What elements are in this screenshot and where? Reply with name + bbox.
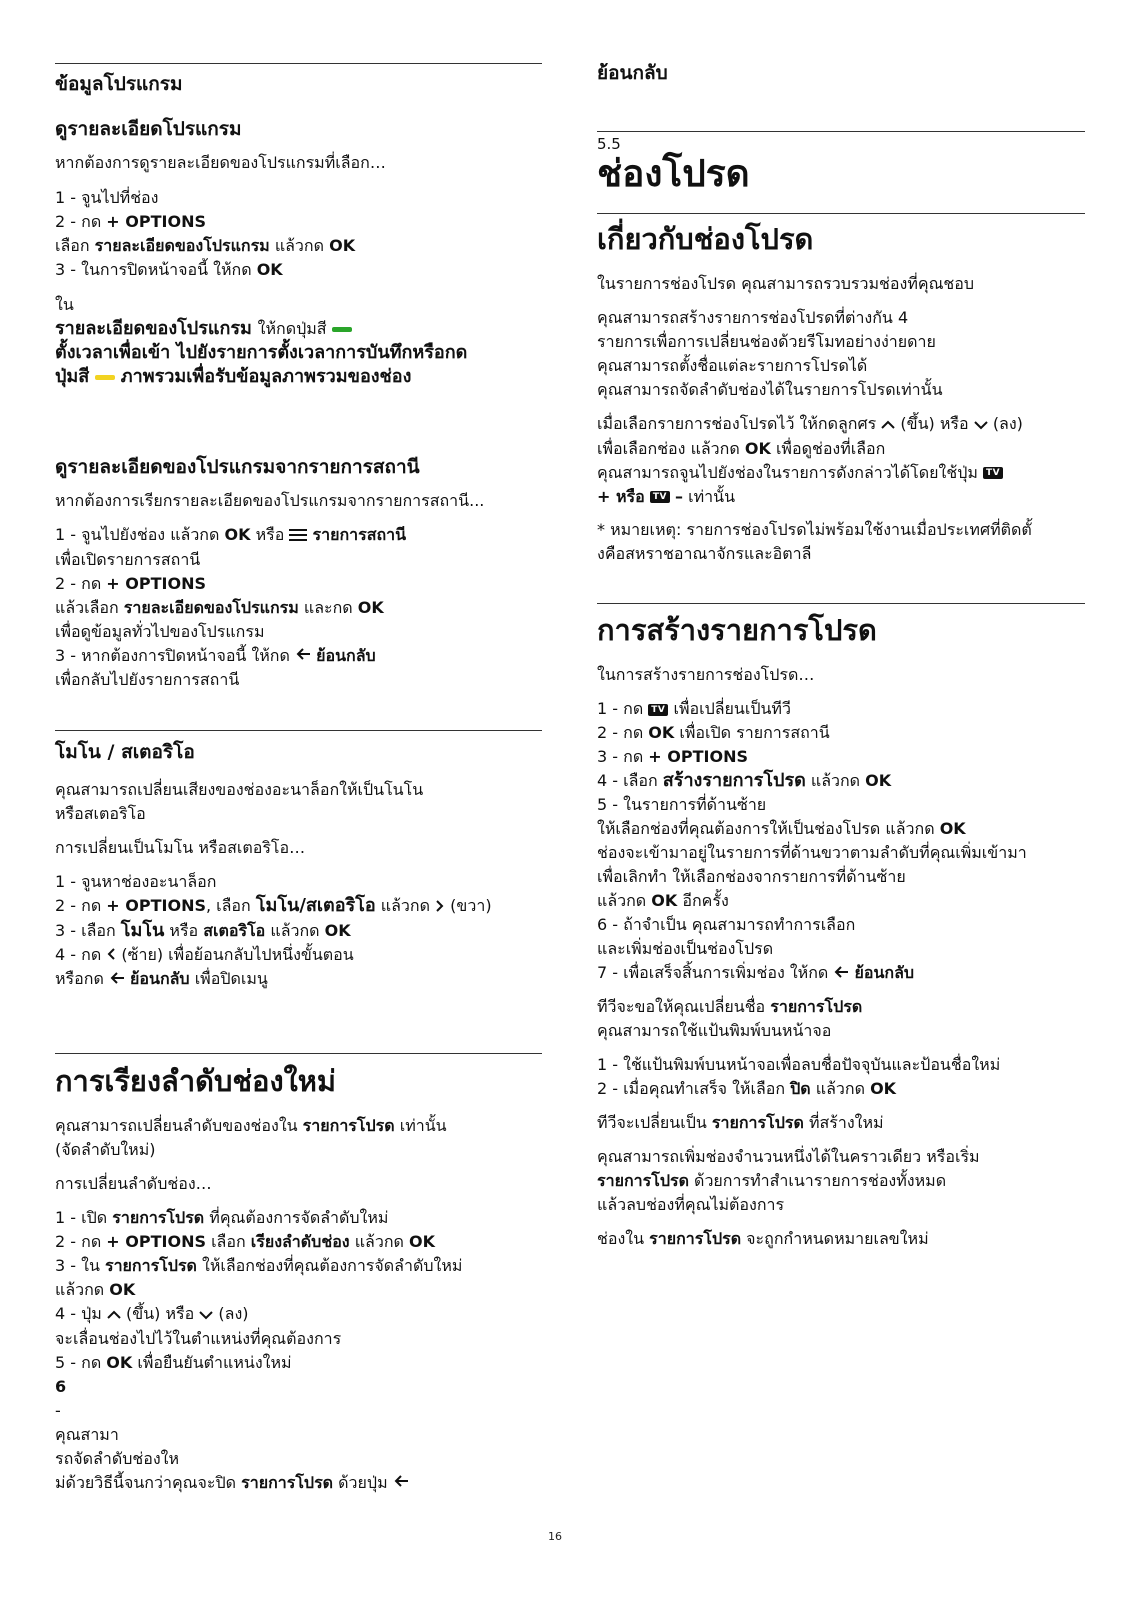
station-details-heading: ดูรายละเอียดของโปรแกรมจากรายการสถานี — [55, 456, 420, 478]
divider — [597, 131, 1085, 132]
list-icon — [289, 524, 307, 548]
back-arrow-icon — [109, 968, 125, 992]
divider — [55, 730, 542, 731]
step-text: 1 - จูนไปที่ช่อง — [55, 188, 159, 207]
about-p1: ในรายการช่องโปรด คุณสามารถรวบรวมช่องที่คุณชอบ — [597, 274, 975, 293]
divider — [55, 1053, 542, 1054]
tv-icon: TV — [648, 704, 668, 716]
program-info-heading: ข้อมูลโปรแกรม — [55, 73, 183, 95]
create-favourites-heading: การสร้างรายการโปรด — [597, 613, 877, 647]
divider — [55, 63, 542, 64]
create-steps: 1 - กด TV เพื่อเปลี่ยนเป็นทีวี 2 - กด OK เพื่อเปิด รายการสถานี 3 - กด + OPTIONS 4 - เลือก สร้างรายการโปรด แล้วกด OK 5 - ในรายการที่ด้านซ้าย ให้เลือกช่องที่คุณต้องการให้เป็นช่องโปรด แล้วกด OK ช่องจะเข้ามาอยู่ในรายการที่ด้านขวาตามลำดับที่คุณเพิ่มเข้ามา เพื่อเลิกทำ ให้เลือกช่องจากรายการที่ด้านซ้าย แล้วกด OK อีกครั้ง 6 - ถ้าจำเป็น คุณสามารถทำการเลือก และเพิ่มช่องเป็นช่องโปรด 7 - เพื่อเสร็จสิ้นการเพิ่มช่อง ให้กด ย้อนกลับ — [597, 697, 1085, 986]
reorder-steps: 1 - เปิด รายการโปรด ที่คุณต้องการจัดลำดับใหม่ 2 - กด + OPTIONS เลือก เรียงลำดับช่อง แล้วกด OK 3 - ใน รายการโปรด ให้เลือกช่องที่คุณต้องการจัดลำดับใหม่ แล้วกด OK 4 - ปุ่ม (ขึ้น) หรือ (ลง) จะเลื่อนช่องไปไว้ในตำแหน่งที่คุณต้องการ 5 - กด OK เพื่อยืนยันตำแหน่งใหม่ 6 - คุณสามา รถจัดลำดับช่องให ม่ด้วยวิธีนี้จนกว่าคุณจะปิด รายการโปรด ด้วยปุ่ม — [55, 1206, 542, 1495]
divider — [597, 603, 1085, 604]
about-p2: คุณสามารถสร้างรายการช่องโปรดที่ต่างกัน 4 รายการเพื่อการเปลี่ยนช่องด้วยรีโมทอย่างง่ายดาย คุณสามารถตั้งชื่อแต่ละรายการโปรดได้ คุณสามารถจัดลำดับช่องได้ในรายการโปรดเท่านั้น — [597, 308, 943, 399]
create-tip: คุณสามารถเพิ่มช่องจำนวนหนึ่งได้ในคราวเดียว หรือเริ่ม รายการโปรด ด้วยการทำสำเนารายการช่องทั้งหมด แล้วลบช่องที่คุณไม่ต้องการ — [597, 1147, 980, 1214]
about-favourites-heading: เกี่ยวกับช่องโปรด — [597, 222, 814, 256]
chevron-down-icon — [974, 413, 988, 437]
yellow-key-icon — [95, 375, 115, 380]
program-details-steps: 1 - จูนไปที่ช่อง 2 - กด + OPTIONS เลือก รายละเอียดของโปรแกรม แล้วกด OK 3 - ในการปิดหน้าจอนี้ ให้กด OK — [55, 186, 542, 282]
page-number: 16 — [548, 1530, 562, 1543]
chevron-right-icon — [435, 895, 445, 919]
tv-icon: TV — [983, 467, 1003, 479]
create-result: ทีวีจะเปลี่ยนเป็น รายการโปรด ที่สร้างใหม่ — [597, 1113, 884, 1132]
about-note: * หมายเหตุ: รายการช่องโปรดไม่พร้อมใช้งานเมื่อประเทศที่ติดตั้ งคือสหราชอาณาจักรและอิตาลี — [597, 520, 1032, 563]
back-arrow-icon — [393, 1471, 409, 1495]
create-intro: ในการสร้างรายการช่องโปรด… — [597, 665, 815, 684]
create-rename-steps: 1 - ใช้แป้นพิมพ์บนหน้าจอเพื่อลบชื่อปัจจุบันและป้อนชื่อใหม่ 2 - เมื่อคุณทำเสร็จ ให้เลือก ปิด แล้วกด OK — [597, 1055, 1001, 1098]
create-rename: ทีวีจะขอให้คุณเปลี่ยนชื่อ รายการโปรด คุณสามารถใช้แป้นพิมพ์บนหน้าจอ — [597, 997, 863, 1040]
chevron-left-icon — [106, 943, 116, 967]
tv-icon: TV — [650, 491, 670, 503]
station-details-steps: 1 - จูนไปยังช่อง แล้วกด OK หรือ รายการสถานี เพื่อเปิดรายการสถานี 2 - กด + OPTIONS แล้วเลือก รายละเอียดของโปรแกรม และกด OK เพื่อดูข้อมูลทั่วไปของโปรแกรม 3 - หากต้องการปิดหน้าจอนี้ ให้กด ย้อนกลับ เพื่อกลับไปยังรายการสถานี — [55, 525, 407, 689]
chevron-up-icon — [107, 1303, 121, 1327]
back-arrow-icon — [833, 962, 849, 986]
chevron-down-icon — [199, 1303, 213, 1327]
station-details-intro: หากต้องการเรียกรายละเอียดของโปรแกรมจากรายการสถานี... — [55, 491, 485, 510]
reorder-intro: คุณสามารถเปลี่ยนลำดับของช่องใน รายการโปรด เท่านั้น (จัดลำดับใหม่) — [55, 1116, 447, 1159]
chevron-up-icon — [881, 413, 895, 437]
program-details-intro: หากต้องการดูรายละเอียดของโปรแกรมที่เลือก… — [55, 153, 386, 172]
reorder-heading: การเรียงลำดับช่องใหม่ — [55, 1064, 337, 1098]
reorder-intro-2: การเปลี่ยนลำดับช่อง… — [55, 1174, 212, 1193]
back-label: ย้อนกลับ — [597, 62, 668, 84]
mono-stereo-intro-2: การเปลี่ยนเป็นโมโน หรือสเตอริโอ… — [55, 838, 306, 857]
program-details-colorkeys: ใน รายละเอียดของโปรแกรม ให้กดปุ่มสี ตั้งเวลาเพื่อเข้า ไปยังรายการตั้งเวลาการบันทึกหรือกด ปุ่มสี ภาพรวมเพื่อรับข้อมูลภาพรวมของช่อง — [55, 295, 468, 387]
back-arrow-icon — [295, 644, 311, 668]
create-renumber: ช่องใน รายการโปรด จะถูกกำหนดหมายเลขใหม่ — [597, 1229, 929, 1248]
section-title: ช่องโปรด — [597, 152, 750, 195]
section-number: 5.5 — [597, 135, 621, 153]
divider — [597, 213, 1085, 214]
mono-stereo-heading: โมโน / สเตอริโอ — [55, 741, 195, 763]
about-p3: เมื่อเลือกรายการช่องโปรดไว้ ให้กดลูกศร (ขึ้น) หรือ (ลง) เพื่อเลือกช่อง แล้วกด OK เพื่อดูช่องที่เลือก คุณสามารถจูนไปยังช่องในรายการดังกล่าวได้โดยใช้ปุ่ม TV + หรือ TV – เท่านั้น — [597, 414, 1023, 506]
mono-stereo-intro: คุณสามารถเปลี่ยนเสียงของช่องอะนาล็อกให้เป็นโนโน หรือสเตอริโอ — [55, 780, 424, 823]
program-details-heading: ดูรายละเอียดโปรแกรม — [55, 118, 242, 140]
green-key-icon — [332, 327, 352, 332]
mono-stereo-steps: 1 - จูนหาช่องอะนาล็อก 2 - กด + OPTIONS, เลือก โมโน/สเตอริโอ แล้วกด (ขวา) 3 - เลือก โมโน หรือ สเตอริโอ แล้วกด OK 4 - กด (ซ้าย) เพื่อย้อนกลับไปหนึ่งขั้นตอน หรือกด ย้อนกลับ เพื่อปิดเมนู — [55, 870, 542, 992]
